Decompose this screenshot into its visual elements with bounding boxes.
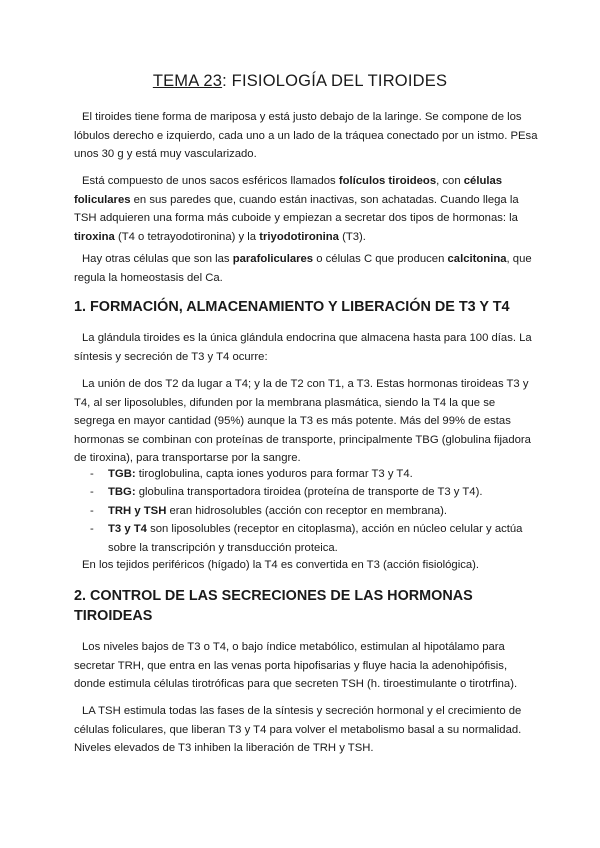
page-title [0, 72, 600, 91]
list-item: - TBG: globulina transportadora tiroidea (proteína de transporte de T3 y T4). [90, 486, 483, 499]
title-text: : FISIOLOGÍA DEL TIROIDES [222, 72, 448, 90]
section1-heading: 1. FORMACIÓN, ALMACENAMIENTO Y LIBERACIÓN DE T3 Y T4 [74, 299, 510, 315]
section2-heading: 2. CONTROL DE LAS SECRECIONES DE LAS HORMONAS TIROIDEAS [74, 588, 473, 624]
term-foliculos: folículos tiroideos [338, 175, 437, 187]
list-item: - T3 y T4 son liposolubles (receptor en citoplasma), acción en núcleo celular y actúa sobre la transcripción y transducción proteica. [90, 523, 523, 554]
term-tiroxina: tiroxina [74, 230, 115, 243]
section1-paragraph-2: La unión de dos T2 da lugar a T4; y la de T2 con T1, a T3. Estas hormonas tiroideas T3 y T4, al ser liposolubles, difunden por la membrana plasmática, siendo la T4 la que se segrega en mayor cantidad (95%) aunque la T3 es más potente. Más del 99% de estas hormonas se combinan con proteínas de transporte, principalmente TBG (globulina fijadora de tiroxina), para transportarse por la sangre. [74, 378, 531, 465]
hormone-list [90, 465, 530, 557]
title-number: TEMA 23 [152, 72, 223, 90]
list-item: - TRH y TSH eran hidrosolubles (acción con receptor en membrana). [90, 504, 448, 517]
term-parafoliculares: parafoliculares [232, 253, 314, 265]
section2-paragraph-2: LA TSH estimula todas las fases de la síntesis y secreción hormonal y el crecimiento de células foliculares, que liberan T3 y T4 para volver el metabolismo basal a su normalidad. Niveles elevados de T3 inhiben la liberación de TRH y TSH. [74, 705, 522, 755]
parafollicular-paragraph: Hay otras células que son las parafoliculares o células C que producen calcitonina, que regula la homeostasis del Ca. [74, 253, 532, 284]
follicles-paragraph: Está compuesto de unos sacos esféricos llamados folículos tiroideos, con células foliculares en sus paredes que, cuando están inactivas, son achatadas. Cuando llega la TSH adquieren una forma más cuboide y empiezan a secretar dos tipos de hormonas: la tiroxina (T4 o tetrayodotironina) y la triyodotironina (T3). [74, 175, 519, 243]
term-triyodotironina: triyodotironina [259, 230, 339, 243]
section1-paragraph-1: La glándula tiroides es la única glándula endocrina que almacena hasta para 100 días. La síntesis y secreción de T3 y T4 ocurre: [74, 332, 532, 363]
list-item: - TGB: tiroglobulina, capta iones yoduros para formar T3 y T4. [90, 468, 413, 480]
term-calcitonina: calcitonina [447, 253, 507, 265]
section1-paragraph-3: En los tejidos periféricos (hígado) la T4 es convertida en T3 (acción fisiológica). [82, 559, 480, 571]
intro-paragraph: El tiroides tiene forma de mariposa y está justo debajo de la laringe. Se compone de los lóbulos derecho e izquierdo, cada uno a un lado de la tráquea conectado por un istmo. PEsa unos 30 g y está muy vascularizado. [74, 111, 538, 161]
section2-paragraph-1: Los niveles bajos de T3 o T4, o bajo índice metabólico, estimulan al hipotálamo para secretar TRH, que entra en las venas porta hipofisarias y fluye hacia la adenohipófisis, donde estimula células tirotróficas para que secreten TSH (h. tiroestimulante o tirotrfina). [74, 641, 518, 691]
term-celulas-foliculares: células foliculares [74, 175, 503, 206]
